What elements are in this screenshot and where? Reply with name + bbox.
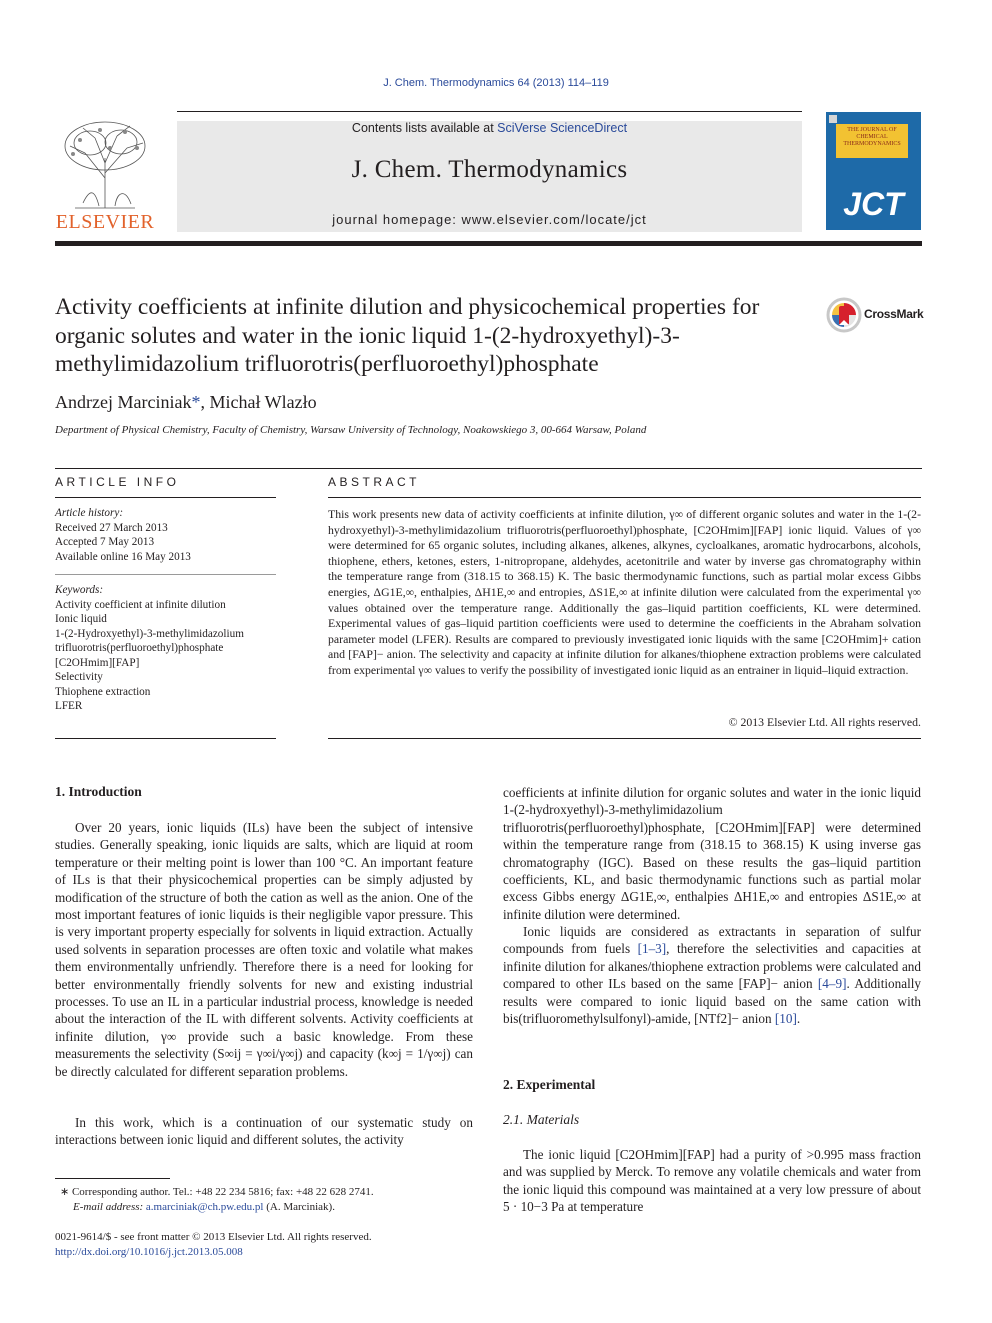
doi-link[interactable]: http://dx.doi.org/10.1016/j.jct.2013.05.008 — [55, 1246, 243, 1258]
abstract-rule — [328, 497, 921, 498]
corresponding-author-note: ∗ Corresponding author. Tel.: +48 22 234 5816; fax: +48 22 628 2741. — [60, 1186, 374, 1198]
abstract-bottom-rule — [328, 738, 921, 739]
introduction-heading: 1. Introduction — [55, 784, 142, 799]
article-info-heading: ARTICLE INFO — [55, 475, 180, 489]
header-rule — [177, 111, 802, 112]
abstract-text: This work presents new data of activity coefficients at infinite dilution, γ∞ of different organic solutes and water in the 1-(2-hydroxyethyl)-3-methylimidazolium trifluorotris(perfluoroethyl)phosphate, [C2OHmim][FAP] ionic liquid. Values of γ∞ were determined for 65 organic solutes, including alkanes, alkenes, alkynes, cycloalkanes, aromatic hydrocarbons, alcohols, thiophene, ethers, ketones, esters, 1-nitropropane, aldehydes, acetonitrile and water by inverse gas chromatography within the temperature range from (318.15 to 368.15) K. The basic thermodynamic functions, such as partial molar excess Gibbs energies, ΔG1E,∞, enthalpies, ΔH1E,∞ and entropies, ΔS1E,∞ at infinite dilution were calculated from the experimental γ∞ values obtained over the temperature range. Additionally the gas–liquid partition coefficients, KL were determined. Experimental values of gas–liquid partition coefficients were used to determine the coefficients in the Abraham solvation parameter model (LFER). Results are compared to previously investigated ionic liquids with the same [C2OHmim]+ cation and [FAP]− anion. The selectivity and capacity at infinite dilution for alkanes/thiophene extraction problems were calculated from experimental γ∞ values to verify the possibility of investigated ionic liquid as an entrainer in liquid–liquid extraction. — [328, 507, 921, 677]
reference-link[interactable]: [1–3] — [637, 941, 667, 957]
cover-abbreviation: JCT — [843, 186, 904, 222]
issn-line: 0021-9614/$ - see front matter © 2013 Elsevier Ltd. All rights reserved. — [55, 1231, 372, 1243]
paragraph-text: Ionic liquids are considered as extractants in separation of sulfur compounds from fuels — [503, 924, 921, 957]
author-2: , Michał Wlazło — [200, 392, 317, 412]
reference-link[interactable]: [10] — [774, 1011, 797, 1027]
author-1: Andrzej Marciniak — [55, 392, 192, 412]
introduction-paragraph-2: In this work, which is a continuation of our systematic study on interactions between ionic liquid and different solutes, the activity — [55, 1115, 473, 1148]
keyword-item: trifluorotris(perfluoroethyl)phosphate — [55, 642, 224, 654]
keyword-item: 1-(2-Hydroxyethyl)-3-methylimidazolium — [55, 627, 244, 640]
materials-paragraph: The ionic liquid [C2OHmim][FAP] had a purity of >0.995 mass fraction and was supplied by Merck. To remove any volatile chemicals and water from the ionic liquid this compound was maintained at a very low pressure of about 5 · 10−3 Pa at temperature — [503, 1147, 921, 1215]
accepted-date: Accepted 7 May 2013 — [55, 536, 155, 548]
keyword-item: LFER — [55, 700, 83, 712]
email-suffix: (A. Marciniak). — [263, 1201, 335, 1213]
received-date: Received 27 March 2013 — [55, 521, 168, 534]
contents-prefix: Contents lists available at — [351, 121, 498, 135]
email-link[interactable]: a.marciniak@ch.pw.edu.pl — [145, 1201, 264, 1213]
keywords-label: Keywords: — [55, 584, 104, 596]
reference-link[interactable]: [4–9] — [817, 976, 847, 992]
crossmark-icon — [826, 297, 862, 333]
email-label: E-mail address: — [73, 1201, 146, 1213]
introduction-continued: coefficients at infinite dilution for organic solutes and water in the ionic liquid 1-(2-hydroxyethyl)-3-methylimidazolium trifluorotris(perfluoroethyl)phosphate, [C2OHmim][FAP] were determined within the temperature range from (318.15 to 368.15) K using inverse gas chromatography (IGC). Based on these results the gas–liquid partition coefficients, KL, and basic thermodynamic functions such as partial molar excess Gibbs energy ΔG1E,∞, enthalpies ΔH1E,∞ and entropies ΔS1E,∞ at infinite dilution were determined. — [503, 785, 921, 922]
footnote-rule — [55, 1178, 170, 1179]
journal-citation[interactable]: J. Chem. Thermodynamics 64 (2013) 114–119 — [383, 77, 609, 89]
experimental-heading: 2. Experimental — [503, 1077, 596, 1092]
crossmark-label[interactable]: CrossMark — [864, 307, 924, 321]
author-list — [55, 392, 317, 413]
info-rule — [55, 497, 276, 498]
cover-badge — [829, 115, 837, 123]
online-date: Available online 16 May 2013 — [55, 550, 191, 563]
publisher-name: ELSEVIER — [55, 211, 155, 233]
header-thick-rule — [55, 241, 922, 246]
history-rule — [55, 574, 276, 575]
corresponding-author-marker[interactable]: * — [191, 392, 201, 412]
keywords-bottom-rule — [55, 738, 276, 739]
paragraph-text: , therefore the selectivities and capacities at infinite dilution for alkanes/thiophene extraction problems were calculated and compared to other ILs based on the same [FAP]− anion — [503, 941, 921, 992]
keywords — [55, 583, 280, 714]
keyword-item: Activity coefficient at infinite dilution — [55, 598, 226, 611]
paragraph-text: . Additionally results were compared to ionic liquid based on the same cation with bis(trifluoromethylsulfonyl)-amide, [NTf2]− anion — [503, 976, 922, 1027]
keyword-item: [C2OHmim][FAP] — [55, 656, 140, 669]
introduction-paragraph-3 — [503, 923, 921, 1027]
cover-title: THE JOURNAL OF CHEMICAL THERMODYNAMICS — [843, 127, 901, 147]
abstract-copyright: © 2013 Elsevier Ltd. All rights reserved. — [728, 715, 921, 729]
keyword-item: Thiophene extraction — [55, 685, 151, 698]
info-top-rule — [55, 468, 922, 469]
paragraph-text: . — [796, 1011, 801, 1027]
history-label: Article history: — [55, 507, 124, 519]
keyword-item: Ionic liquid — [55, 613, 107, 625]
affiliation: Department of Physical Chemistry, Faculty of Chemistry, Warsaw University of Technology, Noakowskiego 3, 00-664 Warsaw, Poland — [55, 424, 647, 436]
article-title: Activity coefficients at infinite dilution and physicochemical properties for organic solutes and water in the ionic liquid 1-(2-hydroxyethyl)-3-methylimidazolium trifluorotris(perfluoroethyl)phosphate — [55, 294, 760, 377]
journal-name: J. Chem. Thermodynamics — [351, 156, 628, 183]
contents-line — [177, 121, 802, 135]
sciencedirect-link[interactable]: SciVerse ScienceDirect — [497, 121, 628, 135]
journal-homepage[interactable]: journal homepage: www.elsevier.com/locate/jct — [332, 212, 647, 227]
email-note — [73, 1200, 493, 1215]
abstract-heading: ABSTRACT — [328, 475, 421, 489]
materials-heading: 2.1. Materials — [503, 1112, 580, 1127]
introduction-paragraph-1: Over 20 years, ionic liquids (ILs) have been the subject of intensive studies. Generally speaking, ionic liquids are salts, which are liquid at room temperature or their melting point is lower than 100 °C. An important feature of ILs is that their physicochemical properties can be simply adjusted by modification of the structure of both the cation as well as the anion. One of the most important features of ionic liquids is their negligible vapor pressure. This is very important property especially for solvents in liquid extraction. Actually used solvents in separation processes are often toxic and volatile what makes them environmentally unfriendly. Therefore there is a need for looking for better environmentally friendly solvents for new and existing industrial processes. To use an IL in a particular industrial process, knowledge is needed about the interaction of the IL with different solvents. Activity coefficients at infinite dilution, γ∞ provide such a basic knowledge. From these measurements the selectivity (S∞ij = γ∞i/γ∞j) and capacity (k∞j = 1/γ∞j) can be directly calculated for different separation problems. — [55, 820, 473, 1079]
keyword-item: Selectivity — [55, 671, 103, 683]
article-history — [55, 506, 280, 564]
